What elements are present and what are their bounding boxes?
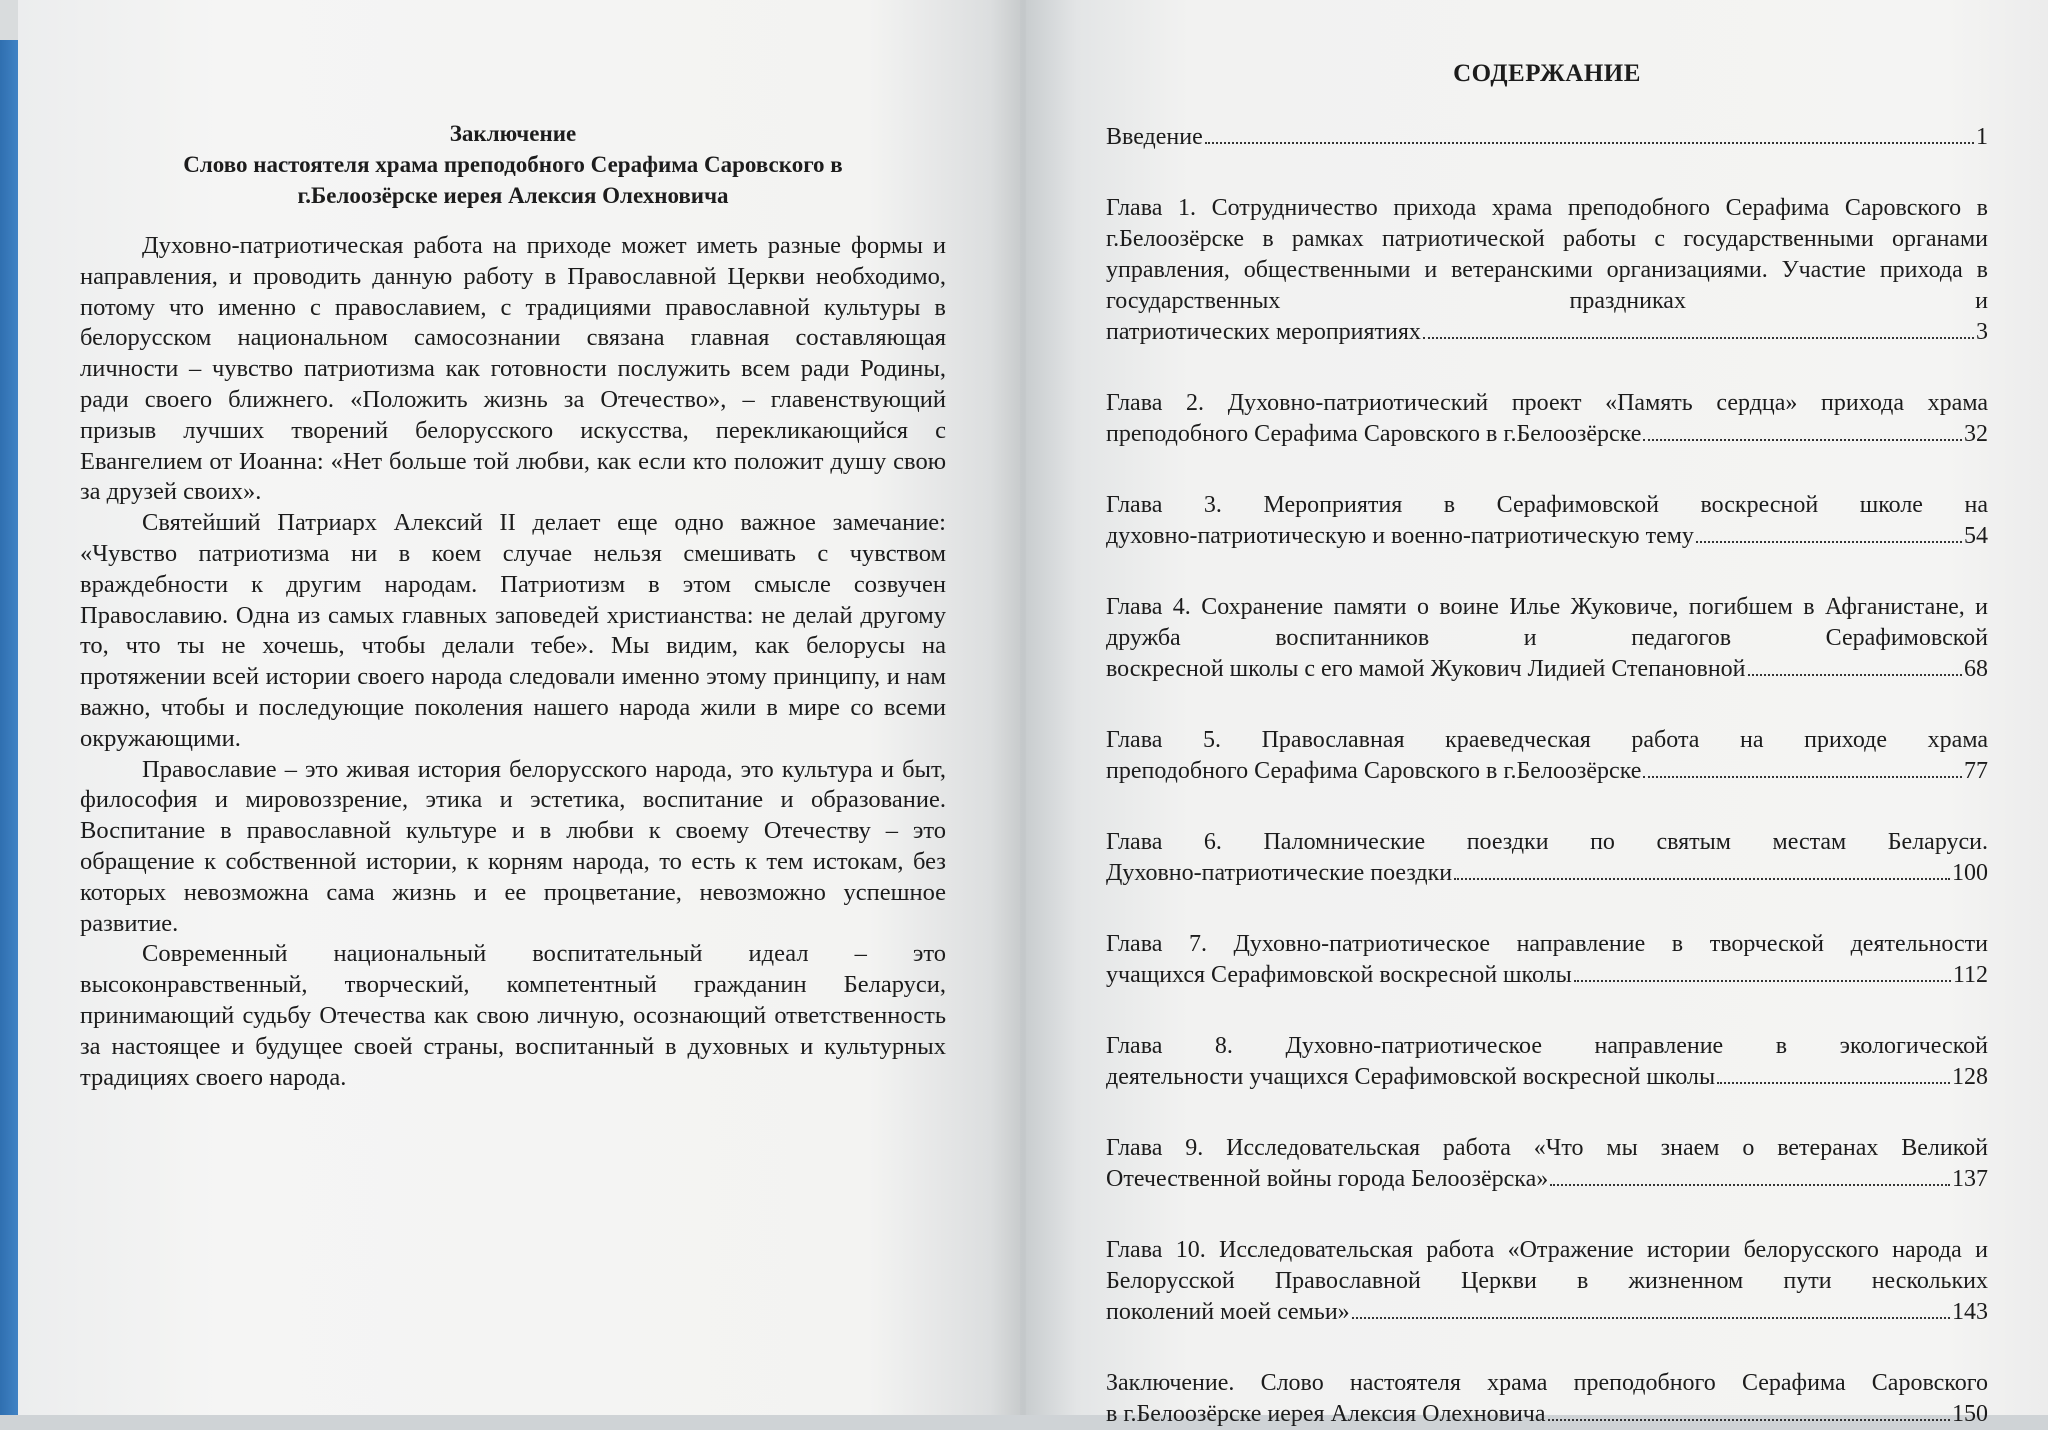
left-page [18, 0, 1020, 1415]
toc-entry [1106, 1235, 1988, 1328]
toc-entry-tail: Отечественной войны города Белоозёрска» [1106, 1166, 1549, 1192]
toc-entry-title: Глава 4. Сохранение памяти о воине Илье Жуковиче, погибшем в Афганистане, и дружба воспитанников и педагогов Серафимовской [1106, 594, 1988, 651]
toc-leader-dots [1352, 1300, 1950, 1319]
conclusion-heading [80, 118, 946, 211]
toc-entry-tail: в г.Белоозёрске иерея Алексия Олехновича [1106, 1401, 1546, 1427]
toc-leader-dots [1550, 1167, 1950, 1186]
toc-page-number: 143 [1952, 1299, 1988, 1325]
toc-entry-title: Глава 2. Духовно-патриотический проект «Память сердца» прихода храма [1106, 390, 1988, 416]
toc-entry-tail: патриотических мероприятиях [1106, 319, 1421, 345]
toc-entry [1106, 122, 1988, 153]
table-of-contents [1106, 122, 1988, 1430]
toc-entry-tail: Духовно-патриотические поездки [1106, 860, 1453, 886]
toc-entry [1106, 929, 1988, 991]
toc-leader-dots [1423, 320, 1974, 339]
toc-entry-title: Глава 8. Духовно-патриотическое направление в экологической [1106, 1033, 1988, 1059]
heading-line-3: г.Белоозёрске иерея Алексия Олехновича [297, 183, 729, 208]
toc-page-number: 1 [1976, 124, 1988, 150]
toc-entry [1106, 592, 1988, 685]
toc-page-number: 54 [1964, 523, 1988, 549]
paragraph-2: Святейший Патриарх Алексий II делает еще одно важное замечание: «Чувство патриотизма ни в коем случае нельзя смешивать с чувством враждебности к другим народам. Патриотизм в этом смысле созвучен Православию. Одна из самых главных заповедей христианства: не делай другому то, что ты не хочешь, чтобы делали тебе». Мы видим, как белорусы на протяжении всей истории своего народа следовали именно этому принципу, и нам важно, чтобы и последующие поколения нашего народа жили в мире со всеми окружающими. [80, 509, 946, 752]
right-page [1026, 0, 2048, 1427]
toc-page-number: 150 [1952, 1401, 1988, 1427]
toc-page-number: 112 [1952, 962, 1988, 988]
toc-entry [1106, 490, 1988, 552]
paragraph-3: Православие – это живая история белорусского народа, это культура и быт, философия и мировоззрение, этика и эстетика, воспитание и образование. Воспитание в православной культуре и в любви к своему Отечеству – это обращение к собственной истории, к корням народа, то есть к тем истокам, без которых невозможна сама жизнь и ее процветание, невозможно успешное развитие. [80, 755, 946, 937]
toc-entry-tail: преподобного Серафима Саровского в г.Белоозёрске [1106, 421, 1642, 447]
paragraph-4: Современный национальный воспитательный идеал – это высоконравственный, творческий, компетентный гражданин Беларуси, принимающий судьбу Отечества как свою личную, осознающий ответственность за настоящее и будущее своей страны, воспитанный в духовных и культурных традициях своего народа. [80, 940, 946, 1091]
paragraph-1: Духовно-патриотическая работа на приходе может иметь разные формы и направления, и проводить данную работу в Православной Церкви необходимо, потому что именно с православием, с традициями православной культуры в белорусском национальном самосознании связана главная составляющая личности – чувство патриотизма как готовности послужить всем ради Родины, ради своего ближнего. «Положить жизнь за Отечество», – главенствующий призыв лучших творений белорусского искусства, перекликающийся с Евангелием от Иоанна: «Нет больше той любви, как если кто положит душу свою за друзей своих». [80, 232, 946, 506]
toc-entry-tail: преподобного Серафима Саровского в г.Белоозёрске [1106, 758, 1642, 784]
toc-entry-title: Заключение. Слово настоятеля храма преподобного Серафима Саровского [1106, 1370, 1988, 1396]
toc-page-number: 68 [1964, 656, 1988, 682]
toc-page-number: 128 [1952, 1064, 1988, 1090]
toc-leader-dots [1643, 759, 1962, 778]
toc-entry-title: Глава 3. Мероприятия в Серафимовской воскресной школе на [1106, 492, 1988, 518]
toc-title: СОДЕРЖАНИЕ [1453, 60, 1641, 87]
toc-entry-tail: воскресной школы с его мамой Жукович Лидией Степановной [1106, 656, 1746, 682]
heading-line-2: Слово настоятеля храма преподобного Серафима Саровского в [183, 152, 843, 177]
toc-page-number: 100 [1952, 860, 1988, 886]
toc-leader-dots [1696, 524, 1962, 543]
toc-leader-dots [1454, 861, 1950, 880]
toc-leader-dots [1748, 657, 1962, 676]
toc-entry-title: Глава 7. Духовно-патриотическое направление в творческой деятельности [1106, 931, 1988, 957]
toc-entry [1106, 388, 1988, 450]
toc-entry-title: Введение [1106, 124, 1203, 150]
heading-line-1: Заключение [449, 121, 577, 146]
toc-leader-dots [1548, 1402, 1950, 1421]
toc-entry-title: Глава 9. Исследовательская работа «Что мы знаем о ветеранах Великой [1106, 1135, 1988, 1161]
toc-page-number: 32 [1964, 421, 1988, 447]
toc-entry-title: Глава 1. Сотрудничество прихода храма преподобного Серафима Саровского в г.Белоозёрске в рамках патриотической работы с государственными органами управления, общественными и ветеранскими организациями. Участие прихода в государственных праздниках и [1106, 195, 1988, 314]
toc-entry-title: Глава 5. Православная краеведческая работа на приходе храма [1106, 727, 1988, 753]
toc-leader-dots [1574, 963, 1951, 982]
toc-entry-tail: поколений моей семьи» [1106, 1299, 1350, 1325]
toc-entry [1106, 193, 1988, 348]
toc-leader-dots [1643, 422, 1962, 441]
toc-entry [1106, 1133, 1988, 1195]
toc-page-number: 137 [1952, 1166, 1988, 1192]
toc-leader-dots [1717, 1065, 1950, 1084]
toc-entry-tail: учащихся Серафимовской воскресной школы [1106, 962, 1572, 988]
toc-entry [1106, 1368, 1988, 1430]
toc-entry-tail: деятельности учащихся Серафимовской воскресной школы [1106, 1064, 1716, 1090]
toc-entry-title: Глава 6. Паломнические поездки по святым местам Беларуси. [1106, 829, 1988, 855]
toc-page-number: 3 [1976, 319, 1988, 345]
toc-entry-tail: духовно-патриотическую и военно-патриотическую тему [1106, 523, 1694, 549]
toc-entry [1106, 725, 1988, 787]
toc-page-number: 77 [1964, 758, 1988, 784]
toc-entry [1106, 827, 1988, 889]
toc-entry-title: Глава 10. Исследовательская работа «Отражение истории белорусского народа и Белорусской Православной Церкви в жизненном пути нескольких [1106, 1237, 1988, 1294]
toc-entry [1106, 1031, 1988, 1093]
toc-leader-dots [1205, 125, 1974, 144]
